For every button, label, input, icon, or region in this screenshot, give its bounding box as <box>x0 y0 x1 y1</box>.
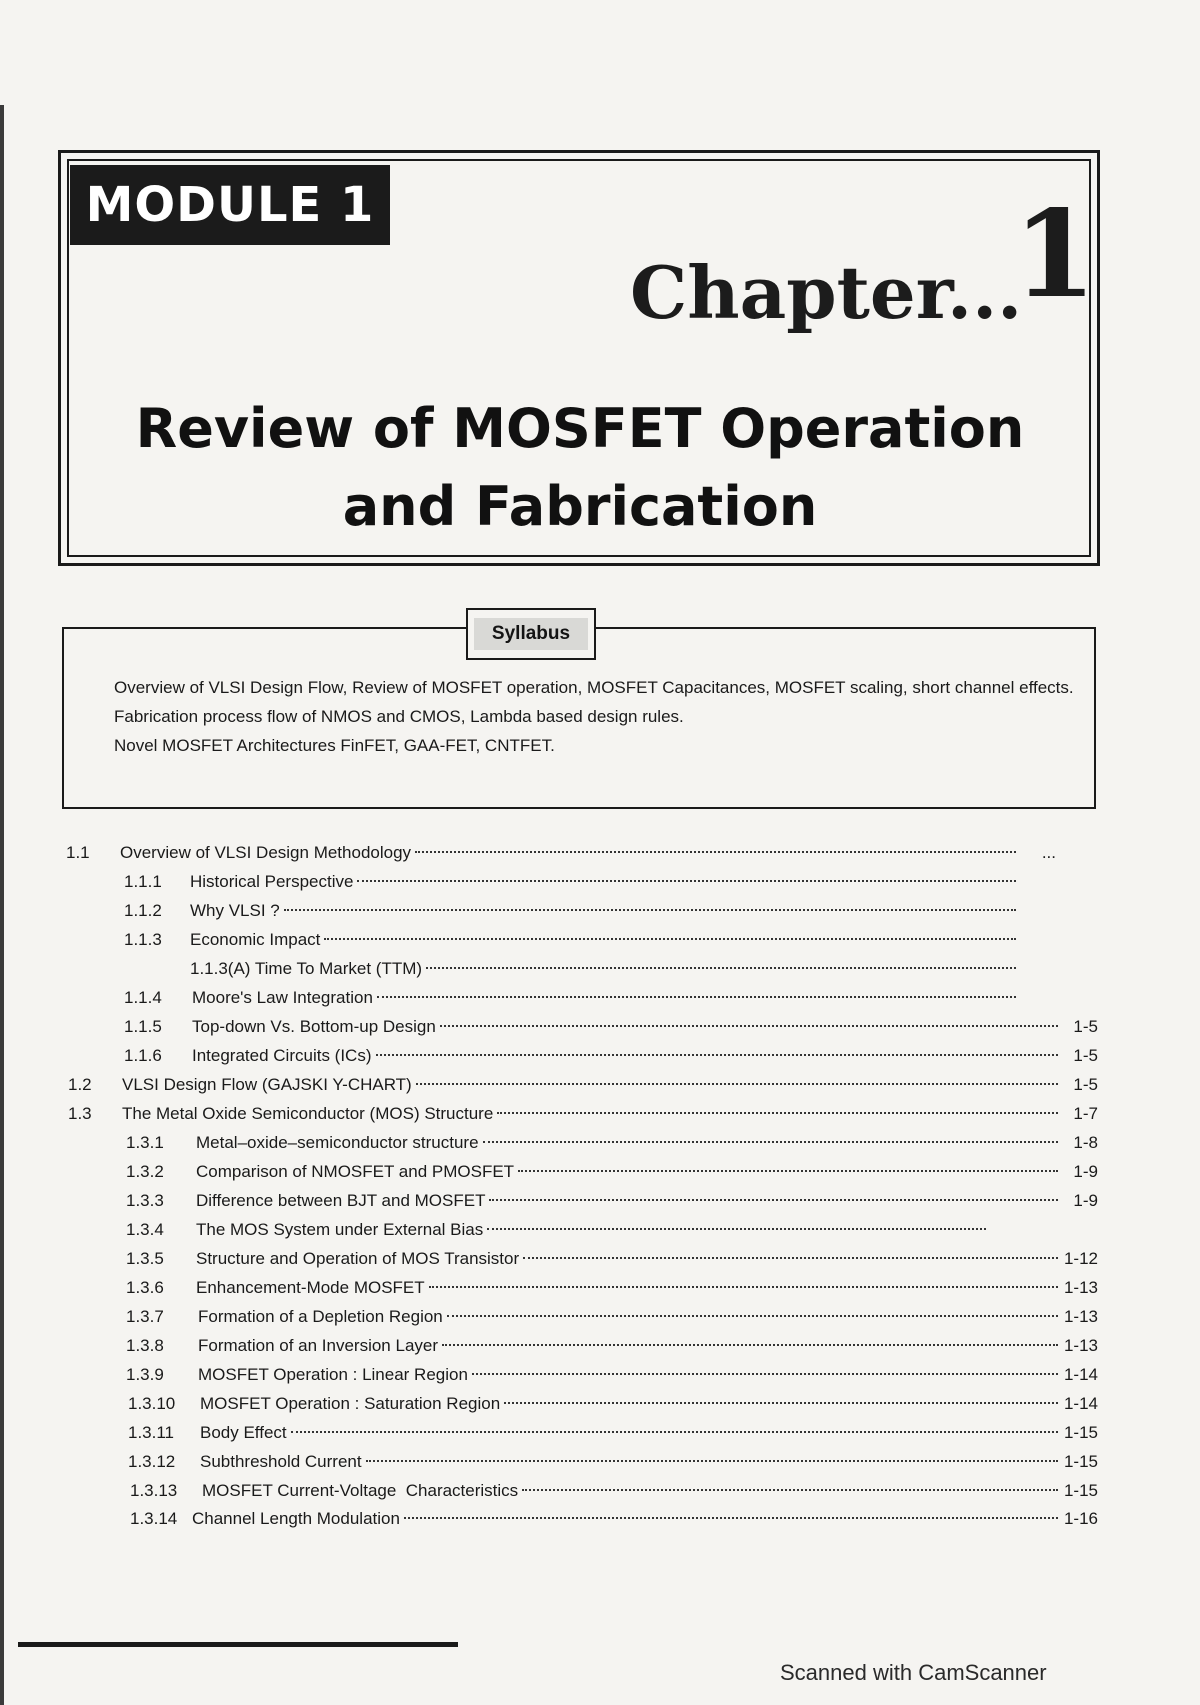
chapter-title-line-1: Review of MOSFET Operation <box>135 397 1025 460</box>
toc-number: 1.1.1 <box>124 872 162 891</box>
toc-row[interactable] <box>130 1506 1098 1532</box>
toc-row[interactable] <box>66 840 1056 866</box>
toc-leader <box>442 1344 1058 1346</box>
toc-label: MOSFET Operation : Saturation Region <box>200 1394 501 1413</box>
toc-number: 1.1.2 <box>124 901 162 920</box>
toc-row[interactable] <box>126 1130 1098 1156</box>
toc-row[interactable] <box>130 1478 1098 1504</box>
toc-row[interactable] <box>128 1420 1098 1446</box>
toc-page: ... <box>1041 843 1056 862</box>
toc-page: 1-12 <box>1063 1249 1098 1268</box>
toc-leader <box>324 938 1016 940</box>
toc-leader <box>440 1025 1058 1027</box>
toc-label: Difference between BJT and MOSFET <box>196 1191 486 1210</box>
toc-row[interactable] <box>126 1159 1098 1185</box>
toc-row[interactable] <box>126 1304 1098 1330</box>
toc-row[interactable] <box>124 898 1056 924</box>
toc-label: Why VLSI ? <box>190 901 280 920</box>
toc-leader <box>447 1315 1058 1317</box>
toc-number: 1.3.1 <box>126 1133 164 1152</box>
scanner-watermark: Scanned with CamScanner <box>780 1660 1047 1685</box>
toc-number: 1.3.10 <box>128 1394 176 1413</box>
toc-leader <box>487 1228 986 1230</box>
toc-page: 1-13 <box>1063 1307 1098 1326</box>
toc-leader <box>357 880 1016 882</box>
toc-leader <box>472 1373 1058 1375</box>
toc-row[interactable] <box>126 1188 1098 1214</box>
toc-label: Subthreshold Current <box>200 1452 362 1471</box>
toc-number: 1.3.3 <box>126 1191 164 1210</box>
toc-page: 1-15 <box>1063 1452 1098 1471</box>
toc-leader <box>497 1112 1058 1114</box>
toc-page: 1-5 <box>1073 1046 1098 1065</box>
toc-leader <box>404 1517 1058 1519</box>
toc-number: 1.3.12 <box>128 1452 176 1471</box>
toc-leader <box>518 1170 1058 1172</box>
toc-leader <box>489 1199 1058 1201</box>
toc-label: Economic Impact <box>190 930 321 949</box>
toc-row[interactable] <box>126 1362 1098 1388</box>
toc-label: The MOS System under External Bias <box>196 1220 484 1239</box>
toc-number: 1.1.6 <box>124 1046 162 1065</box>
syllabus-paragraph: Fabrication process flow of NMOS and CMOS, Lambda based design rules. <box>114 707 684 726</box>
toc-label: Structure and Operation of MOS Transistor <box>196 1249 520 1268</box>
toc-row[interactable] <box>68 1101 1098 1127</box>
toc-number: 1.1.5 <box>124 1017 162 1036</box>
toc-number: 1.2 <box>68 1075 92 1094</box>
syllabus-paragraph: Overview of VLSI Design Flow, Review of MOSFET operation, MOSFET Capacitances, MOSFET scaling, short channel effects. <box>114 678 1074 697</box>
toc-label: The Metal Oxide Semiconductor (MOS) Structure <box>122 1104 494 1123</box>
toc-row[interactable] <box>128 1391 1098 1417</box>
toc-leader <box>366 1460 1058 1462</box>
toc-row[interactable] <box>124 1043 1098 1069</box>
toc-label: Body Effect <box>200 1423 287 1442</box>
toc-row[interactable] <box>124 1014 1098 1040</box>
toc-page: 1-15 <box>1063 1481 1098 1500</box>
toc-page: 1-13 <box>1063 1278 1098 1297</box>
toc-label: VLSI Design Flow (GAJSKI Y-CHART) <box>122 1075 412 1094</box>
chapter-title-line-2: and Fabrication <box>342 475 818 538</box>
toc-leader <box>429 1286 1058 1288</box>
toc-leader <box>284 909 1016 911</box>
toc-number: 1.3.14 <box>130 1509 178 1528</box>
toc-leader <box>416 1083 1058 1085</box>
toc-leader <box>415 851 1016 853</box>
toc-number: 1.3.13 <box>130 1481 178 1500</box>
toc-row[interactable] <box>124 869 1056 895</box>
toc-label: Channel Length Modulation <box>192 1509 400 1528</box>
module-badge: MODULE 1 <box>70 165 390 245</box>
toc-page: 1-8 <box>1073 1133 1098 1152</box>
toc-leader <box>377 996 1016 998</box>
toc-label: Enhancement-Mode MOSFET <box>196 1278 425 1297</box>
toc-number: 1.3.6 <box>126 1278 164 1297</box>
toc-number: 1.3.8 <box>126 1336 164 1355</box>
toc-number: 1.3.5 <box>126 1249 164 1268</box>
toc-page: 1-14 <box>1063 1365 1098 1384</box>
toc-label: Integrated Circuits (ICs) <box>192 1046 372 1065</box>
toc-page: 1-9 <box>1073 1162 1098 1181</box>
toc-leader <box>504 1402 1058 1404</box>
toc-leader <box>483 1141 1058 1143</box>
toc-row[interactable] <box>126 1246 1098 1272</box>
toc-leader <box>426 967 1016 969</box>
toc-page: 1-16 <box>1063 1509 1098 1528</box>
toc-label: 1.1.3(A) Time To Market (TTM) <box>190 959 423 978</box>
toc-number: 1.3.7 <box>126 1307 164 1326</box>
toc-label: Top-down Vs. Bottom-up Design <box>192 1017 436 1036</box>
toc-page: 1-7 <box>1073 1104 1098 1123</box>
syllabus-paragraph: Novel MOSFET Architectures FinFET, GAA-FET, CNTFET. <box>114 736 555 755</box>
toc-number: 1.3 <box>68 1104 92 1123</box>
toc-label: Historical Perspective <box>190 872 354 891</box>
toc-label: Metal–oxide–semiconductor structure <box>196 1133 479 1152</box>
toc-label: Moore's Law Integration <box>192 988 373 1007</box>
toc-label: MOSFET Operation : Linear Region <box>198 1365 468 1384</box>
toc-row[interactable] <box>190 956 1056 982</box>
toc-page: 1-5 <box>1073 1075 1098 1094</box>
toc-page: 1-14 <box>1063 1394 1098 1413</box>
toc-number: 1.3.9 <box>126 1365 164 1384</box>
toc-row[interactable] <box>68 1072 1098 1098</box>
toc-page: 1-13 <box>1063 1336 1098 1355</box>
toc-number: 1.3.4 <box>126 1220 164 1239</box>
toc-leader <box>522 1489 1058 1491</box>
toc-number: 1.1.4 <box>124 988 162 1007</box>
toc-row[interactable] <box>126 1217 1026 1243</box>
toc-number: 1.1.3 <box>124 930 162 949</box>
toc-leader <box>523 1257 1058 1259</box>
toc-row[interactable] <box>124 985 1056 1011</box>
toc-label: Formation of a Depletion Region <box>198 1307 443 1326</box>
toc-page: 1-9 <box>1073 1191 1098 1210</box>
toc-label: Comparison of NMOSFET and PMOSFET <box>196 1162 515 1181</box>
toc-number: 1.3.2 <box>126 1162 164 1181</box>
toc-row[interactable] <box>126 1333 1098 1359</box>
chapter-word: Chapter... <box>630 250 1023 335</box>
toc-row[interactable] <box>126 1275 1098 1301</box>
toc-leader <box>376 1054 1059 1056</box>
bottom-rule <box>18 1642 458 1647</box>
toc-label: Formation of an Inversion Layer <box>198 1336 439 1355</box>
toc-number: 1.3.11 <box>128 1423 175 1442</box>
toc-leader <box>291 1431 1058 1433</box>
toc-page: 1-15 <box>1063 1423 1098 1442</box>
toc-number: 1.1 <box>66 843 90 862</box>
toc-label: Overview of VLSI Design Methodology <box>120 843 412 862</box>
toc-label: MOSFET Current-Voltage Characteristics <box>202 1481 519 1500</box>
toc-row[interactable] <box>124 927 1056 953</box>
syllabus-tab-label: Syllabus <box>474 618 588 650</box>
chapter-number: 1 <box>1013 184 1097 325</box>
toc-page: 1-5 <box>1073 1017 1098 1036</box>
toc-row[interactable] <box>128 1449 1098 1475</box>
